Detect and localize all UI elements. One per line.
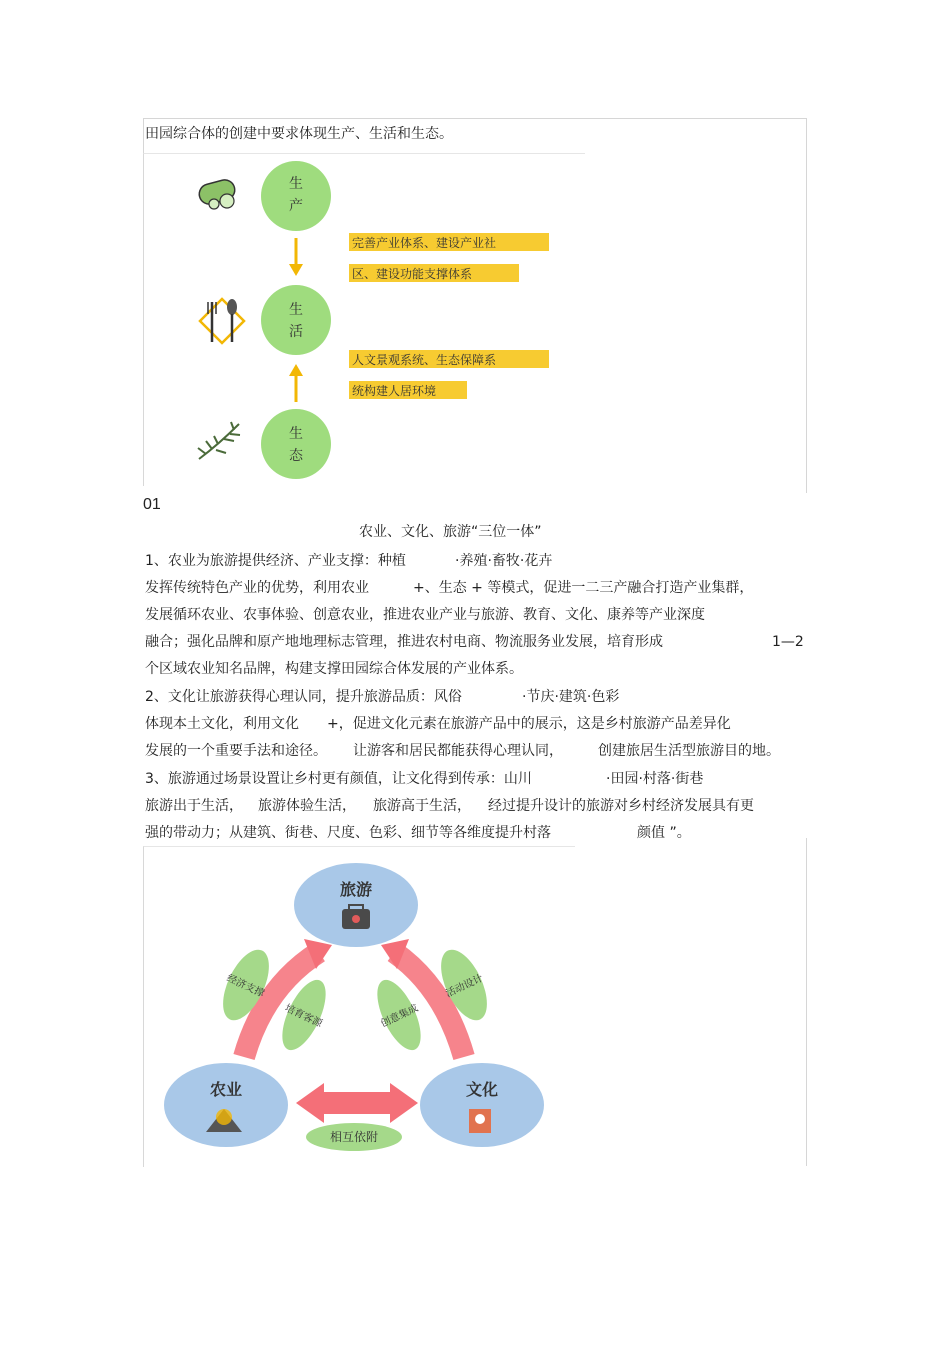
paragraph-1-line-4-segment-2: 1—2 <box>772 634 804 650</box>
frame-top-rule <box>143 118 807 119</box>
figure-production-life-ecology <box>143 153 585 486</box>
node-life-label-1: 生 <box>289 302 303 318</box>
paragraph-3-line-2-segment-4: 经过提升设计的旅游对乡村经济发展具有更 <box>488 798 754 814</box>
section-number: 01 <box>143 496 161 513</box>
herb-sprig-icon <box>198 422 240 459</box>
paragraph-3-line-3-segment-1: 强的带动力；从建筑、街巷、尺度、色彩、细节等各维度提升村落 <box>145 825 551 841</box>
node-tourism-label: 旅游 <box>339 880 373 899</box>
node-agriculture <box>164 1063 288 1147</box>
paragraph-3-line-2-segment-1: 旅游出于生活， <box>145 798 243 814</box>
node-culture-label: 文化 <box>465 1080 499 1099</box>
label-cultivate-visitors-text: 培育客源 <box>282 1002 324 1030</box>
node-production <box>261 161 331 231</box>
paragraph-1-line-1-segment-1: 1、农业为旅游提供经济、产业支撑：种植 <box>145 553 406 569</box>
node-life <box>261 285 331 355</box>
band-ecology-text-2: 统构建人居环境 <box>352 384 437 398</box>
paragraph-3-line-1-segment-1: 3、旅游通过场景设置让乡村更有颜值，让文化得到传承：山川 <box>145 771 532 787</box>
label-activity-design-text: 活动设计 <box>444 972 486 1000</box>
band-ecology-text-1: 人文景观系统、生态保障系 <box>352 353 497 367</box>
paragraph-1-line-4-segment-1: 融合；强化品牌和原产地地理标志管理，推进农村电商、物流服务业发展，培育形成 <box>145 634 663 650</box>
paragraph-2-line-1-segment-2: ·节庆·建筑·色彩 <box>522 689 620 705</box>
paragraph-2-line-3-segment-1: 发展的一个重要手法和途径。 <box>145 743 327 759</box>
node-production-label-2: 产 <box>289 198 303 214</box>
frame-left-rule <box>143 118 144 153</box>
paragraph-1-line-3-segment-1: 发展循环农业、农事体验、创意农业，推进农业产业与旅游、教育、文化、康养等产业深度 <box>145 607 705 623</box>
label-economic-support-text: 经济支撑 <box>224 972 266 1000</box>
band-production-text-1: 完善产业体系、建设产业社 <box>352 236 497 250</box>
paragraph-3-line-2-segment-3: 旅游高于生活， <box>373 798 471 814</box>
cucumber-icon <box>197 178 237 209</box>
node-production-label-1: 生 <box>289 176 303 192</box>
paragraph-2-line-1-segment-1: 2、文化让旅游获得心理认同，提升旅游品质：风俗 <box>145 689 462 705</box>
paragraph-2-line-3-segment-2: 让游客和居民都能获得心理认同， <box>353 743 563 759</box>
band-production-text-2: 区、建设功能支撑体系 <box>352 267 473 281</box>
label-mutual-dependence-text: 相互依附 <box>329 1130 379 1144</box>
paragraph-3-line-3-segment-2: 颜值 ”。 <box>637 825 691 841</box>
paragraph-1-line-2-segment-1: 发挥传统特色产业的优势，利用农业 <box>145 580 369 596</box>
paragraph-1-line-2-segment-2: +、生态 + 等模式，促进一二三产融合打造产业集群， <box>413 580 754 596</box>
node-ecology <box>261 409 331 479</box>
paragraph-3-line-1-segment-2: ·田园·村落·街巷 <box>606 771 704 787</box>
arrow-agri-culture <box>296 1083 418 1123</box>
node-agriculture-label: 农业 <box>209 1080 243 1099</box>
arrow-up <box>289 364 303 402</box>
node-ecology-label-2: 态 <box>289 448 303 464</box>
section-title: 农业、文化、旅游“三位一体” <box>359 524 542 540</box>
cutlery-icon <box>200 299 244 343</box>
figure-three-in-one <box>143 846 575 1167</box>
paragraph-2-line-2-segment-2: +，促进文化元素在旅游产品中的展示，这是乡村旅游产品差异化 <box>327 716 731 732</box>
label-creative-integration-text: 创意集成 <box>379 1002 421 1030</box>
intro-line: 田园综合体的创建中要求体现生产、生活和生态。 <box>145 126 453 142</box>
frame-right-rule-lower <box>806 838 807 1166</box>
paragraph-1-line-1-segment-2: ·养殖·畜牧·花卉 <box>455 553 553 569</box>
node-culture <box>420 1063 544 1147</box>
paragraph-3-line-2-segment-2: 旅游体验生活， <box>258 798 356 814</box>
arrow-down <box>289 238 303 276</box>
paragraph-2-line-2-segment-1: 体现本土文化，利用文化 <box>145 716 299 732</box>
paragraph-2-line-3-segment-3: 创建旅居生活型旅游目的地。 <box>598 743 780 759</box>
node-life-label-2: 活 <box>289 324 303 340</box>
paragraph-1-line-5-segment-1: 个区域农业知名品牌，构建支撑田园综合体发展的产业体系。 <box>145 661 523 677</box>
node-ecology-label-1: 生 <box>289 426 303 442</box>
frame-right-rule <box>806 118 807 493</box>
